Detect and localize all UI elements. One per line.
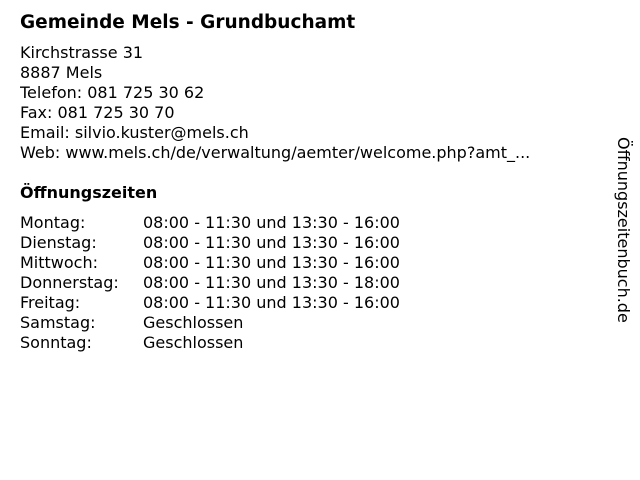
day-label: Dienstag: <box>20 233 97 252</box>
hours-row-thursday <box>20 273 400 293</box>
hours-row-wednesday <box>20 253 400 273</box>
hours-row-friday <box>20 293 400 313</box>
time-range: Geschlossen <box>143 313 244 332</box>
email-address: Email: silvio.kuster@mels.ch <box>20 123 249 142</box>
hours-row-tuesday <box>20 233 400 253</box>
contact-block <box>20 43 600 163</box>
street-address: Kirchstrasse 31 <box>20 43 144 62</box>
time-range: 08:00 - 11:30 und 13:30 - 16:00 <box>143 213 400 232</box>
fax-number: Fax: 081 725 30 70 <box>20 103 175 122</box>
day-label: Mittwoch: <box>20 253 98 272</box>
day-label: Freitag: <box>20 293 81 312</box>
phone-number: Telefon: 081 725 30 62 <box>20 83 205 102</box>
time-range: 08:00 - 11:30 und 13:30 - 16:00 <box>143 253 400 272</box>
opening-hours-table <box>20 213 400 353</box>
day-label: Samstag: <box>20 313 96 332</box>
day-label: Montag: <box>20 213 86 232</box>
time-range: 08:00 - 11:30 und 13:30 - 18:00 <box>143 273 400 292</box>
time-range: Geschlossen <box>143 333 244 352</box>
page-title: Gemeinde Mels - Grundbuchamt <box>20 12 356 33</box>
hours-row-sunday <box>20 333 400 353</box>
hours-row-monday <box>20 213 400 233</box>
city-postal: 8887 Mels <box>20 63 103 82</box>
day-label: Donnerstag: <box>20 273 119 292</box>
time-range: 08:00 - 11:30 und 13:30 - 16:00 <box>143 233 400 252</box>
website-link[interactable]: Web: www.mels.ch/de/verwaltung/aemter/welcome.php?amt_... <box>20 143 531 162</box>
time-range: 08:00 - 11:30 und 13:30 - 16:00 <box>143 293 400 312</box>
hours-heading: Öffnungszeiten <box>20 183 158 202</box>
watermark-text: Öffnungszeitenbuch.de <box>614 137 633 323</box>
hours-row-saturday <box>20 313 400 333</box>
day-label: Sonntag: <box>20 333 92 352</box>
